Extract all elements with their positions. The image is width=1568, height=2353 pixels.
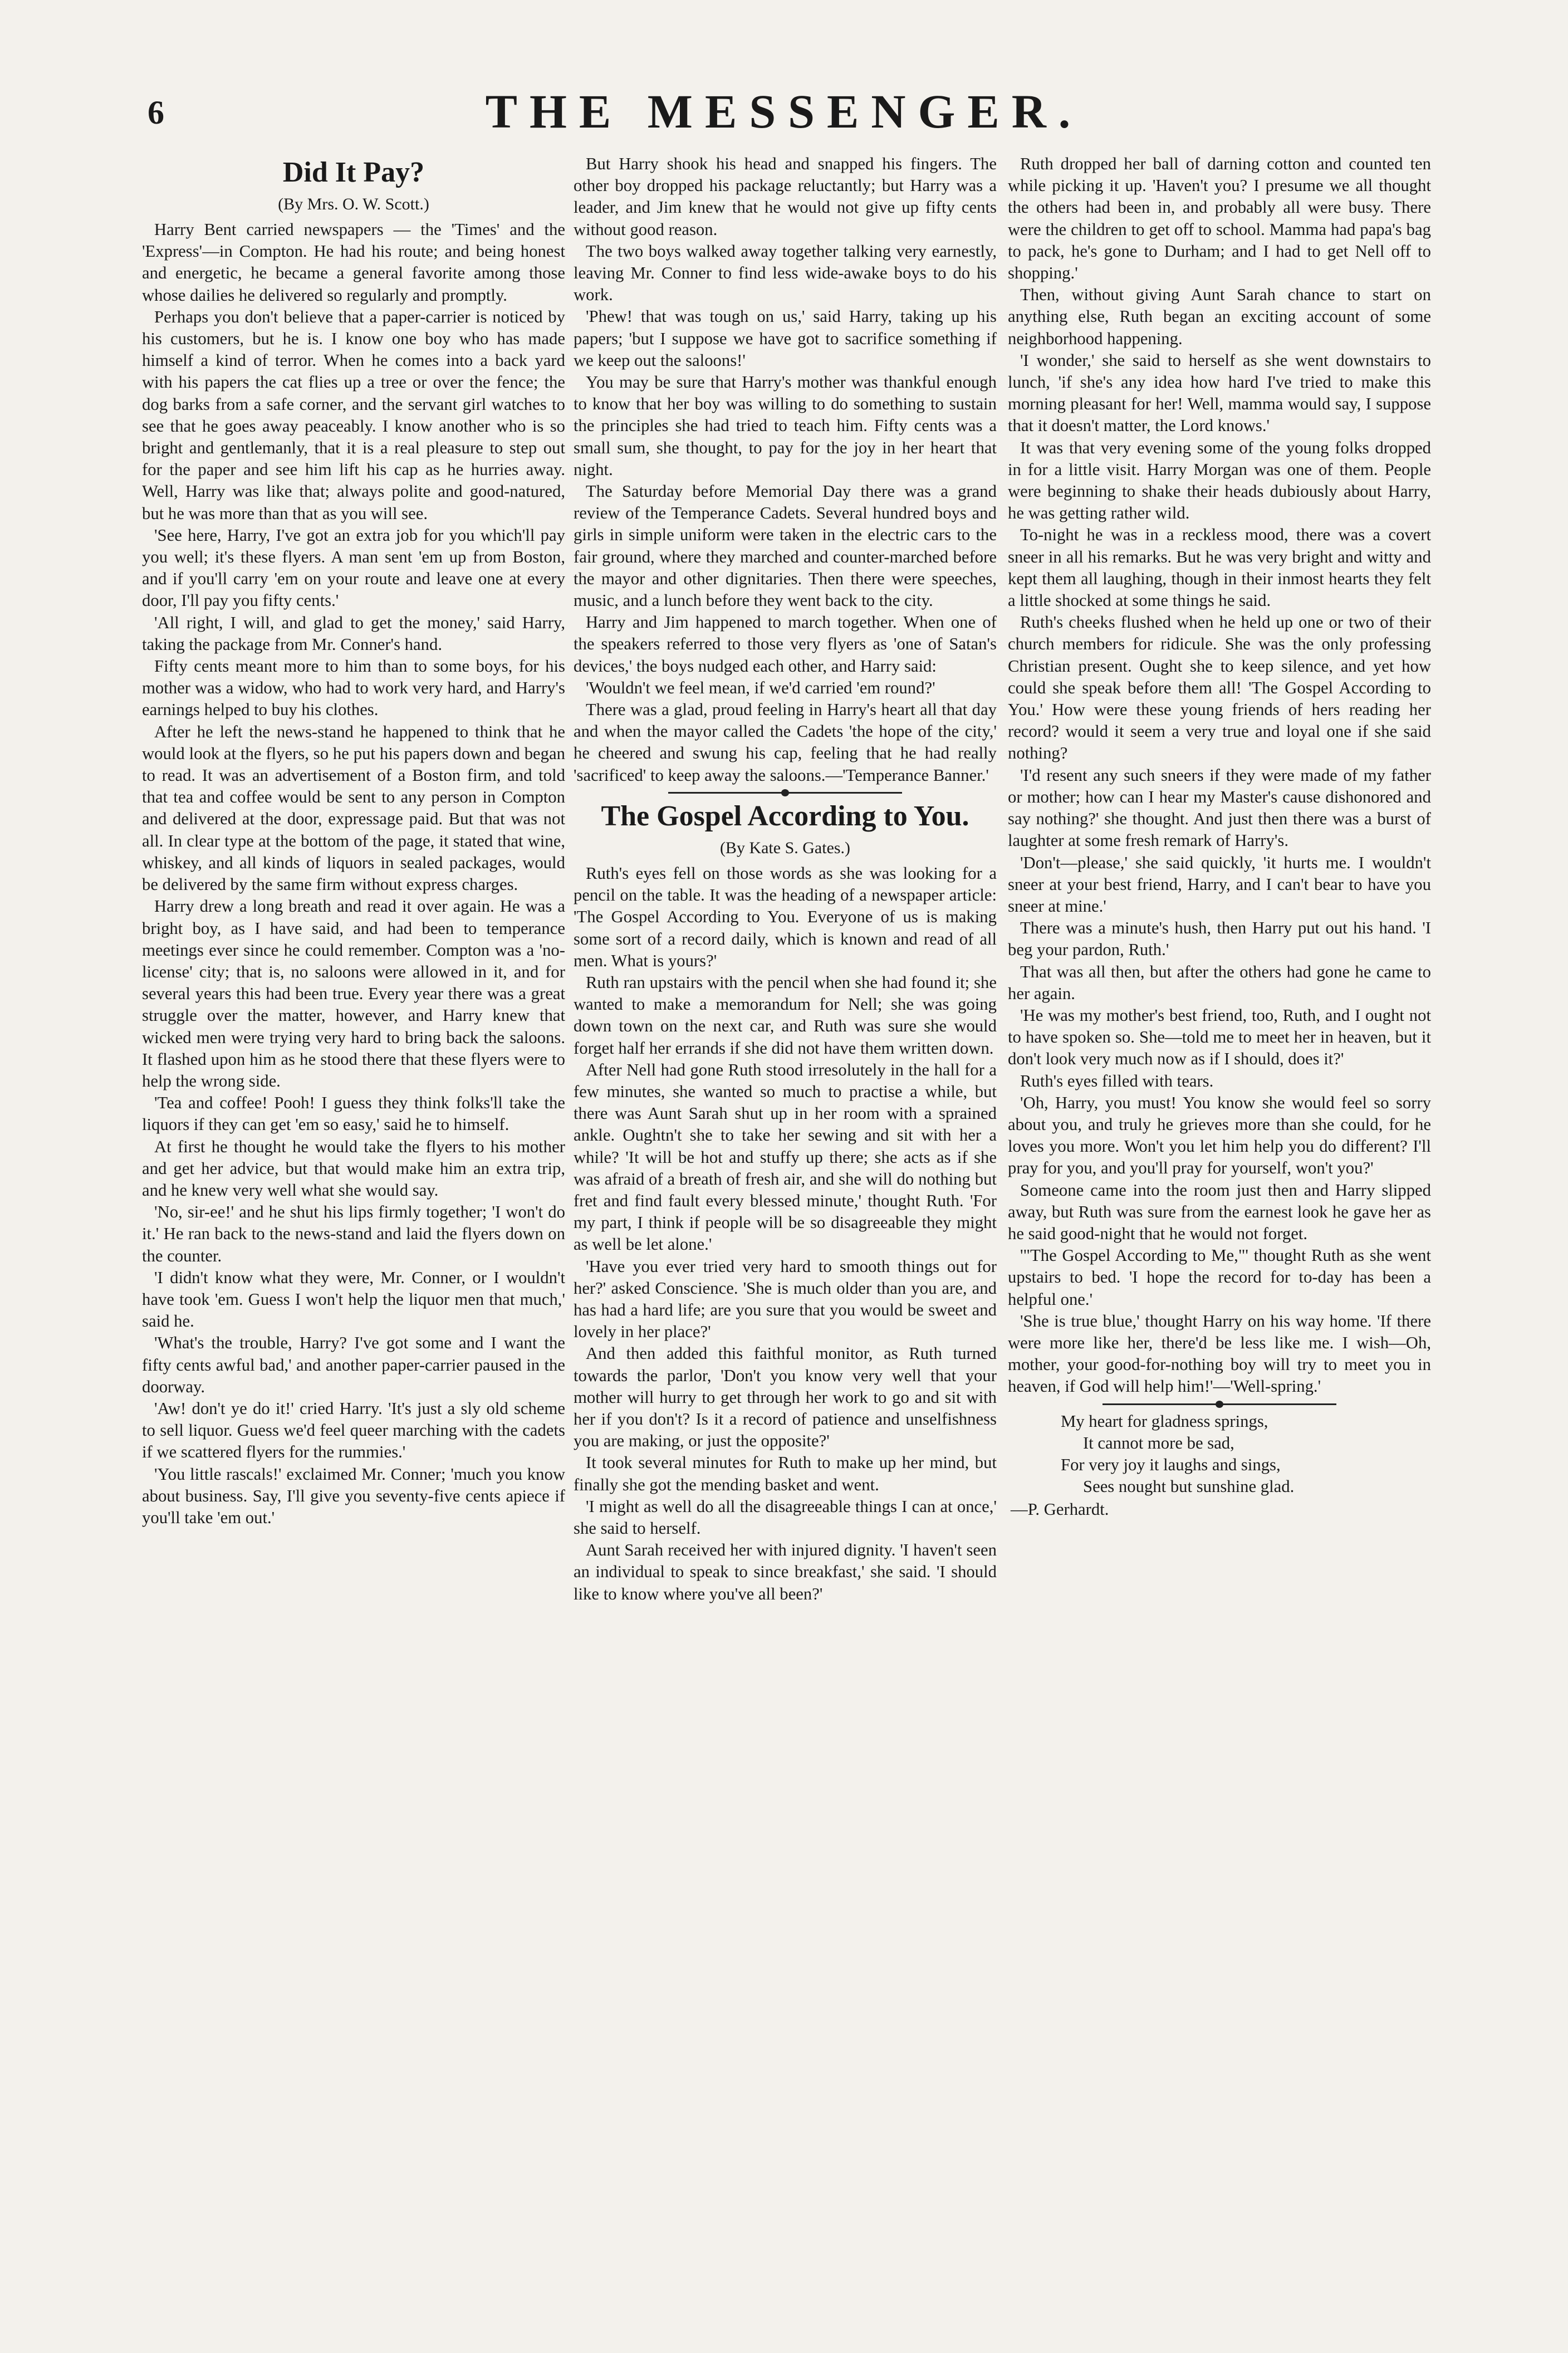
paragraph: Then, without giving Aunt Sarah chance to start on anything else, Ruth began an exciting account of some neighborhood happening.	[1008, 285, 1431, 348]
paragraph: 'Have you ever tried very hard to smooth things out for her?' asked Conscience. 'She is much older than you are, and has had a hard life; are you sure that you would be sweet and lovely in her place?'	[574, 1256, 997, 1342]
paragraph: After Nell had gone Ruth stood irresolutely in the hall for a few minutes, she wanted so much to practise a while, but there was Aunt Sarah shut up in her room with a sprained ankle. Oughtn't she to take her sewing and sit with her a while? 'It will be hot and stuffy up there; she acts as if she was afraid of a breath of fresh air, and she will do nothing but fret and find fault every blessed minute,' thought Ruth. 'For my part, I think if people will be so disagreeable they might as well be let alone.'	[574, 1060, 997, 1254]
paragraph: 'You little rascals!' exclaimed Mr. Conner; 'much you know about business. Say, I'll give you seventy-five cents apiece if you'll take 'em out.'	[142, 1464, 565, 1527]
paragraph: 'Don't—please,' she said quickly, 'it hurts me. I wouldn't sneer at your best friend, Harry, and I can't bear to have you sneer at mine.'	[1008, 853, 1431, 916]
article-byline: (By Kate S. Gates.)	[719, 838, 851, 857]
paragraph: But Harry shook his head and snapped his fingers. The other boy dropped his package reluctantly; but Harry was a leader, and Jim knew that he would not give up fifty cents without good reason.	[574, 154, 997, 239]
page-number: 6	[148, 94, 164, 131]
column-3	[1008, 153, 1431, 2325]
paragraph: The two boys walked away together talking very earnestly, leaving Mr. Conner to find less wide-awake boys to do his work.	[574, 241, 997, 305]
paragraph: 'Phew! that was tough on us,' said Harry, taking up his papers; 'but I suppose we have got to sacrifice something if we keep out the saloons!'	[574, 307, 997, 370]
paragraph: Perhaps you don't believe that a paper-carrier is noticed by his customers, but he is. I know one boy who has made himself a kind of terror. When he comes into a back yard with his papers the cat flies up a tree or over the fence; the dog barks from a safe corner, and the servant girl watches to see that he goes away peaceably. I know another who is so bright and gentlemanly, that it is a real pleasure to step out for the paper and see him lift his cap as he hurries away. Well, Harry was like that; always polite and good-natured, but he was more than that as you will see.	[142, 307, 565, 523]
paragraph: After he left the news-stand he happened to think that he would look at the flyers, so he put his papers down and began to read. It was an advertisement of a Boston firm, and told that tea and coffee would be sent to any person in Compton and delivered at the door, expressage paid. But that was not all. In clear type at the bottom of the page, it stated that wine, whiskey, and all kinds of liquors in sealed packages, would be delivered by the same firm without express charges.	[142, 722, 565, 894]
paragraph: Ruth dropped her ball of darning cotton and counted ten while picking it up. 'Haven't you? I presume we all thought the others had been in, and probably all were busy. There were the children to get off to school. Mamma had papa's bag to pack, he's gone to Durham; and I had to get Nell off to shopping.'	[1008, 154, 1431, 283]
poem-attribution: —P. Gerhardt.	[1011, 1499, 1109, 1519]
paragraph: At first he thought he would take the flyers to his mother and get her advice, but that would make him an extra trip, and he knew very well what she would say.	[142, 1137, 565, 1200]
paragraph: 'Wouldn't we feel mean, if we'd carried 'em round?'	[586, 678, 935, 697]
paragraph: The Saturday before Memorial Day there was a grand review of the Temperance Cadets. Several hundred boys and girls in simple uniform were taken in the electric cars to the fair ground, where they marched and counter-marched before the mayor and other dignitaries. Then there were speeches, music, and a lunch before they went back to the city.	[574, 482, 997, 610]
paragraph: Ruth's cheeks flushed when he held up one or two of their church members for ridicule. She was the only professing Christian present. Ought she to keep silence, and yet how could she speak before them all! 'The Gospel According to You.' How were these young friends of hers reading her record? would it seem a very true and loyal one if she said nothing?	[1008, 613, 1431, 763]
paragraph: Ruth ran upstairs with the pencil when she had found it; she wanted to make a memorandum for Nell; she was going down town on the next car, and Ruth was sure she would forget half her errands if she did not have them written down.	[574, 972, 997, 1058]
paragraph: Aunt Sarah received her with injured dignity. 'I haven't seen an individual to speak to since breakfast,' she said. 'I should like to know where you've all been?'	[574, 1540, 997, 1603]
paragraph: Someone came into the room just then and Harry slipped away, but Ruth was sure from the earnest look he gave her as he said good-night that he would not forget.	[1008, 1180, 1431, 1243]
column-1	[142, 153, 565, 2325]
paragraph: There was a glad, proud feeling in Harry's heart all that day and when the mayor called the Cadets 'the hope of the city,' he cheered and swung his cap, feeling that he had really 'sacrificed' to keep away the saloons.—'Temperance Banner.'	[574, 700, 997, 785]
paragraph: 'All right, I will, and glad to get the money,' said Harry, taking the package from Mr. Conner's hand.	[142, 613, 565, 654]
column-2	[574, 153, 997, 2325]
paragraph: That was all then, but after the others had gone he came to her again.	[1008, 962, 1431, 1003]
paragraph: 'I'd resent any such sneers if they were made of my father or mother; how can I hear my Master's cause dishonored and say nothing?' she thought. And just then there was a burst of laughter at some fresh remark of Harry's.	[1008, 765, 1431, 850]
paragraph: There was a minute's hush, then Harry put out his hand. 'I beg your pardon, Ruth.'	[1008, 918, 1431, 960]
paper-title: THE MESSENGER.	[485, 85, 1083, 138]
paragraph: You may be sure that Harry's mother was thankful enough to know that her boy was willing to do something to sustain the principles she had tried to teach him. Fifty cents was a small sum, she thought, to pay for the joy in her heart that night.	[574, 373, 997, 479]
paragraph: 'Tea and coffee! Pooh! I guess they think folks'll take the liquors if they can get 'em so easy,' said he to himself.	[142, 1093, 565, 1134]
poem-line: It cannot more be sad,	[1083, 1433, 1234, 1452]
paragraph: Harry drew a long breath and read it over again. He was a bright boy, as I have said, and had been to temperance meetings ever since he could remember. Compton was a 'no-license' city; that is, no saloons were allowed in it, and for several years this had been true. Every year there was a great struggle over the matter, however, and Harry knew that wicked men were trying very hard to bring back the saloons. It flashed upon him as he stood there that these flyers were to help the wrong side.	[142, 897, 565, 1090]
poem-line: For very joy it laughs and sings,	[1061, 1455, 1281, 1474]
paragraph: It took several minutes for Ruth to make up her mind, but finally she got the mending basket and went.	[574, 1453, 997, 1494]
paragraph: And then added this faithful monitor, as Ruth turned towards the parlor, 'Don't you know very well that your mother will hurry to get through her work to go and sit with her if you don't? Is it a record of patience and unselfishness you are making, or just the opposite?'	[574, 1344, 997, 1451]
masthead	[0, 84, 1568, 145]
article-title: Did It Pay?	[282, 156, 425, 188]
paragraph: 'Oh, Harry, you must! You know she would feel so sorry about you, and truly he grieves more than she could, for he loves you more. Won't you let him help you do different? I'll pray for you, and you'll pray for yourself, won't you?'	[1008, 1093, 1431, 1178]
paragraph: Fifty cents meant more to him than to some boys, for his mother was a widow, who had to work very hard, and Harry's earnings helped to buy his clothes.	[142, 657, 565, 720]
paragraph: '"The Gospel According to Me,"' thought Ruth as she went upstairs to bed. 'I hope the record for to-day has been a helpful one.'	[1008, 1246, 1431, 1309]
paragraph: 'I didn't know what they were, Mr. Conner, or I wouldn't have took 'em. Guess I won't help the liquor men that much,' said he.	[142, 1268, 565, 1331]
paragraph: To-night he was in a reckless mood, there was a covert sneer in all his remarks. But he was very bright and witty and kept them all laughing, though in their inmost hearts they felt a little shocked at some things he said.	[1008, 525, 1431, 610]
poem	[1008, 1411, 1431, 1520]
section-divider	[1102, 1403, 1336, 1405]
paragraph: 'She is true blue,' thought Harry on his way home. 'If there were more like her, there'd be less like me. I wish—Oh, mother, your good-for-nothing boy will try to meet you in heaven, if God will help him!'—'Well-spring.'	[1008, 1311, 1431, 1396]
poem-line: My heart for gladness springs,	[1061, 1411, 1268, 1431]
poem-line: Sees nought but sunshine glad.	[1083, 1476, 1295, 1496]
section-divider	[668, 792, 902, 794]
article-byline: (By Mrs. O. W. Scott.)	[278, 195, 429, 213]
paragraph: 'What's the trouble, Harry? I've got some and I want the fifty cents awful bad,' and another paper-carrier paused in the doorway.	[142, 1333, 565, 1396]
paragraph: 'No, sir-ee!' and he shut his lips firmly together; 'I won't do it.' He ran back to the news-stand and laid the flyers down on the counter.	[142, 1202, 565, 1265]
paragraph: Harry Bent carried newspapers — the 'Times' and the 'Express'—in Compton. He had his route; and being honest and energetic, he became a general favorite among those whose dailies he delivered so regularly and promptly.	[142, 220, 565, 305]
paragraph: 'He was my mother's best friend, too, Ruth, and I ought not to have spoken so. She—told me to meet her in heaven, but it don't look very much now as if I should, does it?'	[1008, 1005, 1431, 1069]
article-title: The Gospel According to You.	[601, 800, 969, 832]
paragraph: Harry and Jim happened to march together. When one of the speakers referred to those very flyers as 'one of Satan's devices,' the boys nudged each other, and Harry said:	[574, 613, 997, 676]
paragraph: Ruth's eyes filled with tears.	[1020, 1071, 1214, 1090]
paragraph: Ruth's eyes fell on those words as she was looking for a pencil on the table. It was the heading of a newspaper article: 'The Gospel According to You. Everyone of us is making some sort of a record daily, which is known and read of all men. What is yours?'	[574, 863, 997, 970]
paragraph: 'See here, Harry, I've got an extra job for you which'll pay you well; it's these flyers. A man sent 'em up from Boston, and if you'll carry 'em on your route and leave one at every door, I'll pay you fifty cents.'	[142, 525, 565, 610]
paragraph: 'Aw! don't ye do it!' cried Harry. 'It's just a sly old scheme to sell liquor. Guess we'd feel queer marching with the cadets if we scattered flyers for the rummies.'	[142, 1398, 565, 1462]
paragraph: It was that very evening some of the young folks dropped in for a little visit. Harry Morgan was one of them. People were beginning to shake their heads dubiously about Harry, he was getting rather wild.	[1008, 438, 1431, 523]
paragraph: 'I wonder,' she said to herself as she went downstairs to lunch, 'if she's any idea how hard I've tried to make this morning pleasant for her! Well, mamma would say, I suppose that it doesn't matter, the Lord knows.'	[1008, 350, 1431, 436]
paragraph: 'I might as well do all the disagreeable things I can at once,' she said to herself.	[574, 1496, 997, 1538]
